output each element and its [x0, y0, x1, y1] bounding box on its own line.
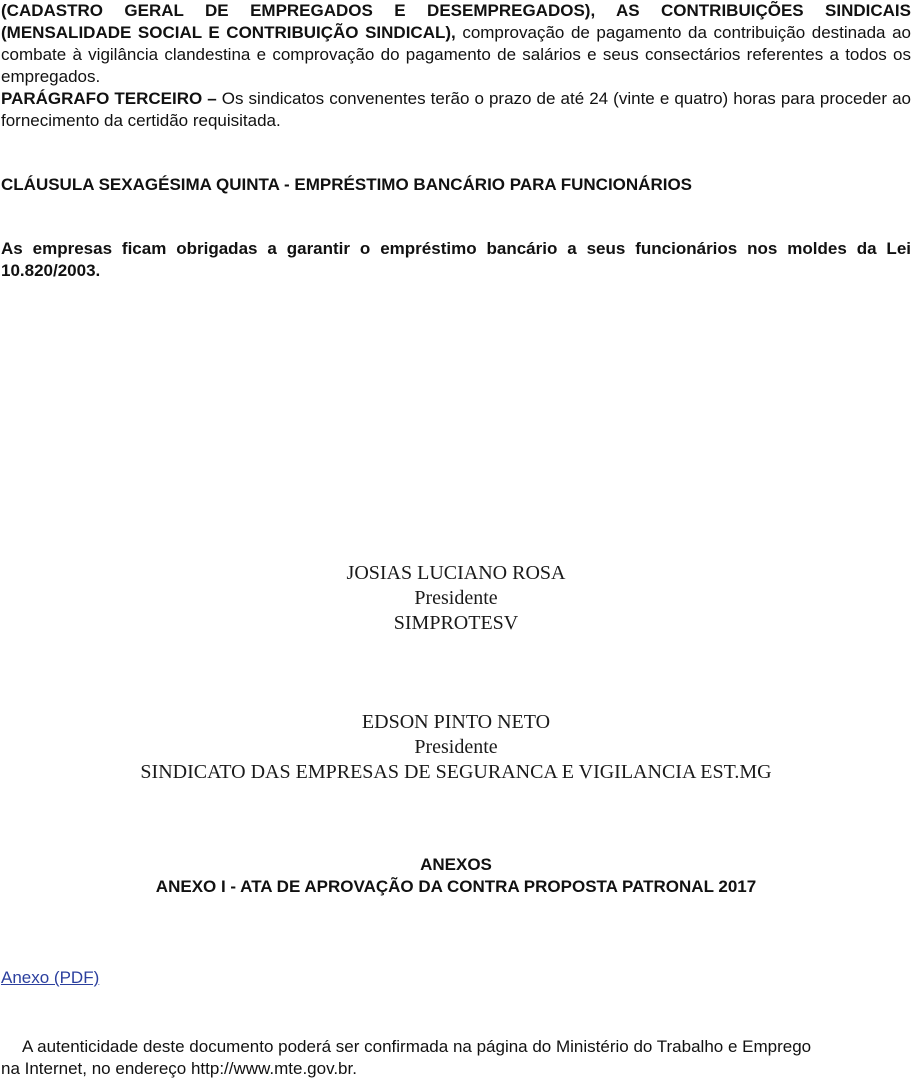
paragraph-obligations-bold: (CADASTRO GERAL DE EMPREGADOS E DESEMPREGADOS), AS CONTRIBUIÇÕES SINDICAIS (MENSALIDADE SOCIAL E CONTRIBUIÇÃO SINDICAL), [1, 1, 911, 42]
paragraph-obligations-text: comprovação de pagamento da contribuição destinada ao combate à vigilância clandestina e comprovação do pagamento de salários e seus consectários referentes a todos os empregados. [1, 23, 911, 86]
clause-title: CLÁUSULA SEXAGÉSIMA QUINTA - EMPRÉSTIMO BANCÁRIO PARA FUNCIONÁRIOS [1, 175, 693, 194]
footer-line-2: na Internet, no endereço http://www.mte.gov.br. [1, 1059, 357, 1078]
paragraph-terceiro-heading: PARÁGRAFO TERCEIRO – [1, 89, 217, 108]
footer-line-1: A autenticidade deste documento poderá ser confirmada na página do Ministério do Trabalho e Emprego [22, 1037, 812, 1056]
signatory-organization: SINDICATO DAS EMPRESAS DE SEGURANCA E VIGILANCIA EST.MG [140, 761, 772, 783]
paragraph-terceiro [1, 88, 911, 132]
annexes-section [0, 854, 912, 898]
signatory-name: JOSIAS LUCIANO ROSA [346, 562, 566, 584]
annex-pdf-link[interactable]: Anexo (PDF) [1, 968, 100, 987]
signatory-role: Presidente [414, 587, 498, 609]
signatory-organization: SIMPROTESV [393, 612, 519, 634]
annex-title: ANEXO I - ATA DE APROVAÇÃO DA CONTRA PROPOSTA PATRONAL 2017 [155, 877, 757, 896]
paragraph-terceiro-text: Os sindicatos convenentes terão o prazo de até 24 (vinte e quatro) horas para proceder ao fornecimento da certidão requisitada. [1, 89, 911, 130]
paragraph-obligations [1, 0, 911, 88]
signatory-name: EDSON PINTO NETO [361, 711, 551, 733]
authenticity-footer [1, 1036, 909, 1080]
signatory-role: Presidente [414, 736, 498, 758]
clause-body: As empresas ficam obrigadas a garantir o empréstimo bancário a seus funcionários nos moldes da Lei 10.820/2003. [1, 239, 911, 280]
annexes-heading: ANEXOS [420, 855, 492, 874]
signature-block-2 [0, 710, 912, 785]
signature-block-1 [0, 561, 912, 636]
